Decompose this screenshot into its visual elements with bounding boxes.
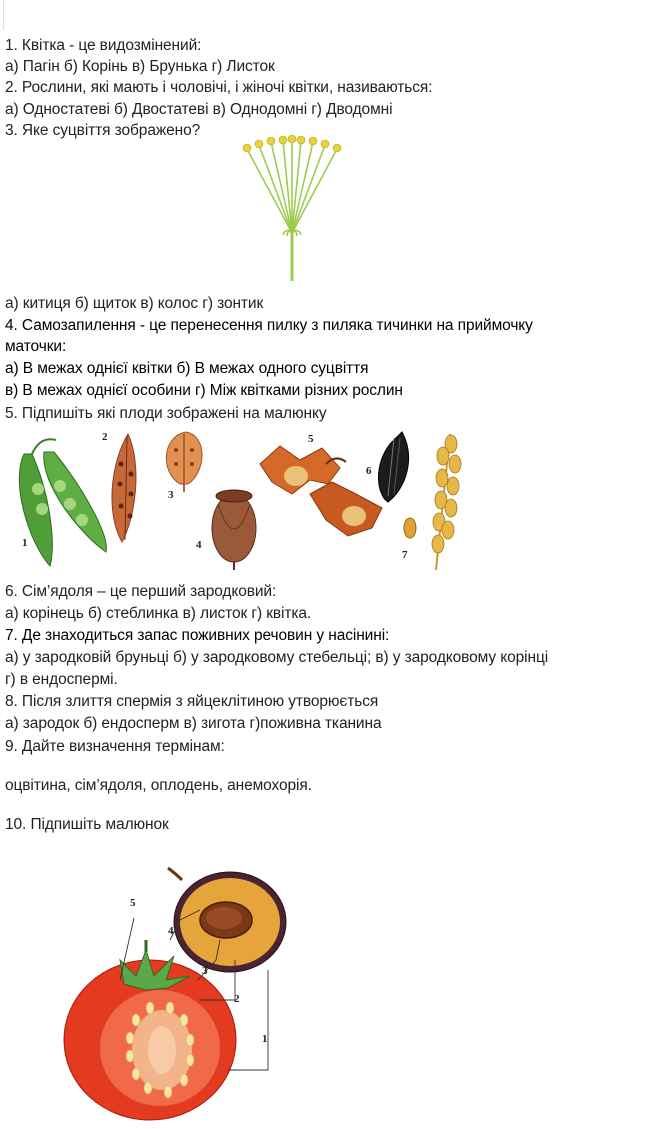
q4-options-2: в) В межах однієї особини г) Між квітками різних рослин	[5, 382, 403, 399]
q7-text: 7. Де знаходиться запас поживних речовин у насінині:	[5, 627, 390, 644]
q8-text: 8. Після злиття спермія з яйцеклітиною утворюється	[5, 693, 379, 710]
page-edge-mark	[0, 0, 4, 30]
q3-options: а) китиця б) щиток в) колос г) зонтик	[5, 295, 264, 312]
q6-text: 6. Сім’ядоля – це перший зародковий:	[5, 583, 277, 600]
fruit-label-2: 2	[102, 431, 108, 443]
silique-fruit	[112, 434, 136, 542]
q3-text: 3. Яке суцвіття зображено?	[5, 122, 201, 139]
structure-label-3: 3	[202, 965, 208, 977]
q7-options-2: г) в ендоспермі.	[5, 671, 118, 688]
fruits-illustration	[10, 424, 470, 574]
fruit-label-6: 6	[366, 465, 372, 477]
q9-text: 9. Дайте визначення термінам:	[5, 738, 225, 755]
fruit-label-4: 4	[196, 539, 202, 551]
q4-options-1: а) В межах однієї квітки б) В межах одного суцвіття	[5, 360, 369, 377]
pea-pod-fruit	[19, 439, 106, 566]
fruit-structure-illustration	[50, 860, 290, 1125]
plum-drupe	[168, 868, 286, 972]
q5-text: 5. Підпишіть які плоди зображені на малюнку	[5, 405, 327, 422]
fruit-label-5: 5	[308, 433, 314, 445]
fruit-label-1: 1	[22, 537, 28, 549]
q4-text: 4. Самозапилення - це перенесення пилку з пиляка тичинки на приймочку	[5, 317, 533, 334]
fruit-label-7: 7	[402, 549, 408, 561]
q7-options-1: а) у зародковій бруньці б) у зародковому стебельці; в) у зародковому корінці	[5, 649, 549, 666]
q2-text: 2. Рослини, які мають і чоловічі, і жіночі квітки, називаються:	[5, 79, 433, 96]
structure-label-4: 4	[168, 925, 174, 937]
q4-text-cont: маточки:	[5, 338, 67, 355]
caryopsis-fruit	[404, 434, 461, 570]
structure-label-2: 2	[234, 993, 240, 1005]
fruit-label-3: 3	[168, 489, 174, 501]
q2-options: а) Одностатеві б) Двостатеві в) Однодомні г) Дводомні	[5, 101, 393, 118]
achene-fruit	[379, 432, 409, 502]
nut-fruit	[260, 446, 382, 536]
q6-options: а) корінець б) стеблинка в) листок г) квітка.	[5, 605, 312, 622]
q1-options: а) Пагін б) Корінь в) Брунька г) Листок	[5, 58, 275, 75]
q10-text: 10. Підпишіть малюнок	[5, 816, 169, 833]
q8-options: а) зародок б) ендосперм в) зигота г)поживна тканина	[5, 715, 382, 732]
capsule-fruit	[212, 490, 256, 570]
umbel-inflorescence-image	[235, 133, 350, 283]
silicle-fruit	[166, 432, 202, 492]
q1-text: 1. Квітка - це видозмінений:	[5, 37, 202, 54]
q9-terms: оцвітина, сім’ядоля, оплодень, анемохорія.	[5, 777, 312, 794]
structure-label-5: 5	[130, 897, 136, 909]
structure-label-1: 1	[262, 1033, 268, 1045]
